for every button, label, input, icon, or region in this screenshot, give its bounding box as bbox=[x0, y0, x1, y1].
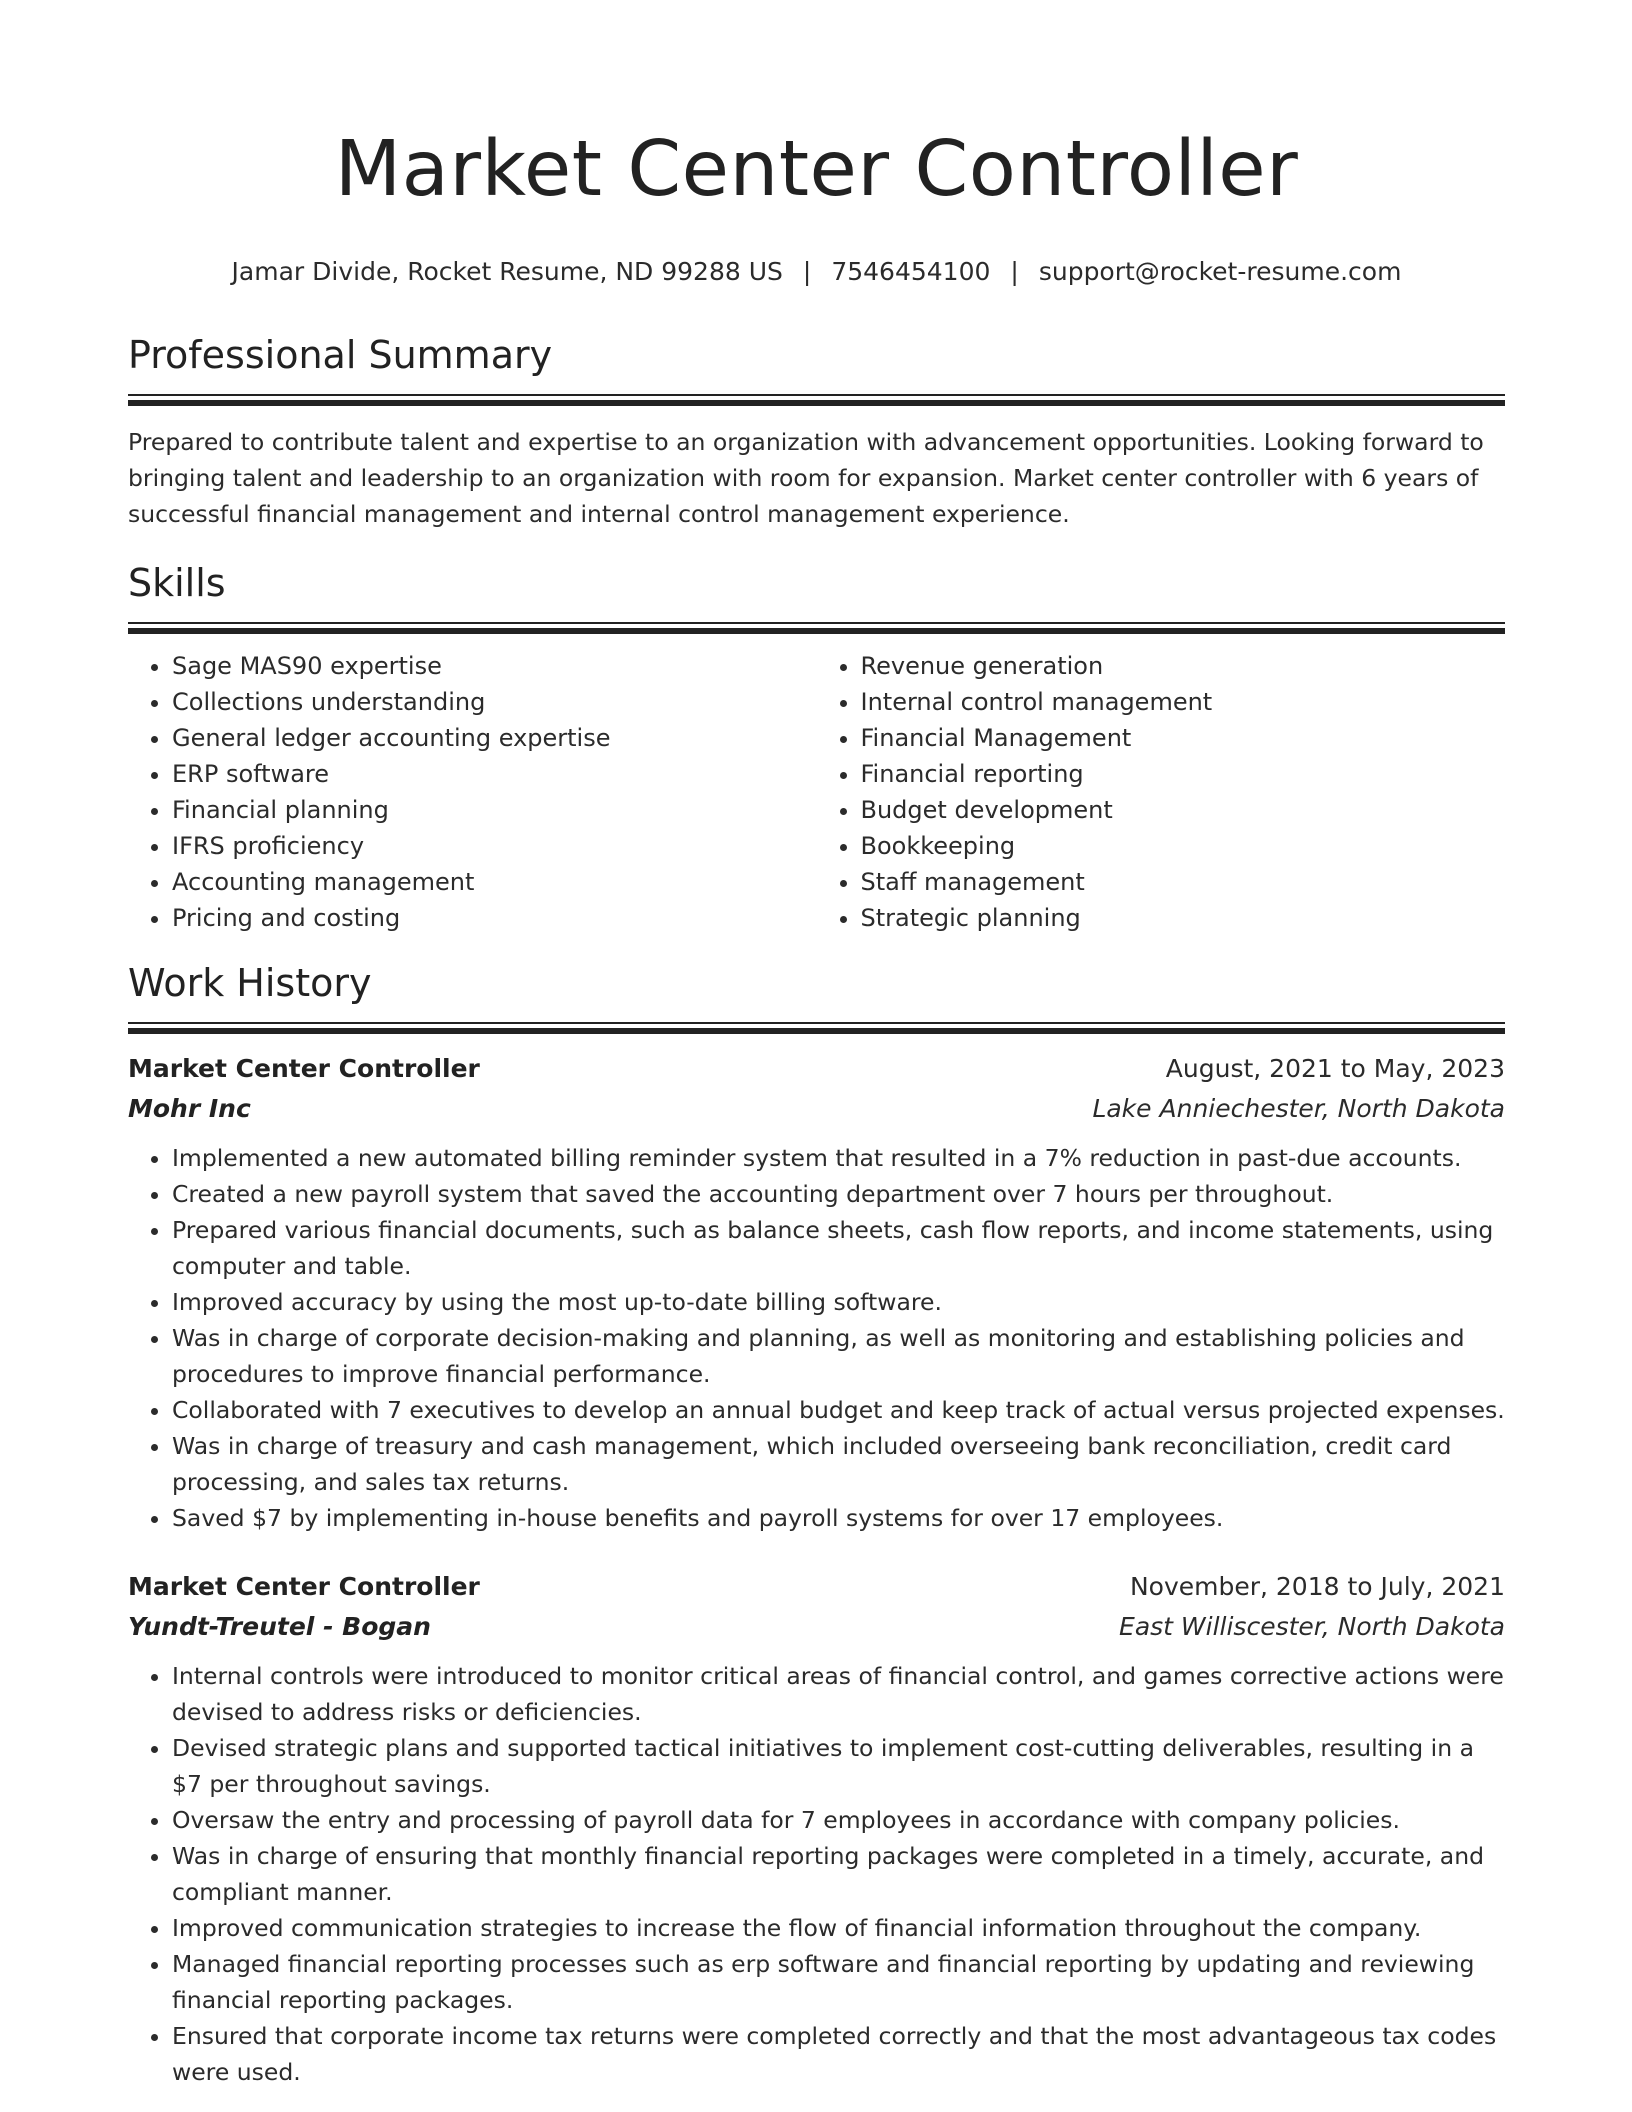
job-bullet: • Was in charge of corporate decision-making and planning, as well as monitoring and establishing policies and procedures to improve financial performance. bbox=[172, 1320, 1505, 1392]
skill-item: • Accounting management bbox=[172, 864, 817, 900]
job-bullet: • Managed financial reporting processes such as erp software and financial reporting by updating and reviewing financial reporting packages. bbox=[172, 1946, 1505, 2018]
skill-item: • Budget development bbox=[861, 792, 1506, 828]
job-bullet: • Oversaw the entry and processing of payroll data for 7 employees in accordance with company policies. bbox=[172, 1802, 1505, 1838]
job-bullet: • Implemented a new automated billing reminder system that resulted in a 7% reduction in past-due accounts. bbox=[172, 1140, 1505, 1176]
section-divider bbox=[128, 622, 1505, 634]
job-location: Lake Anniechester, North Dakota bbox=[1092, 1094, 1505, 1123]
job-title: Market Center Controller bbox=[128, 1572, 480, 1601]
skill-item: • Financial reporting bbox=[861, 756, 1506, 792]
job-entry bbox=[128, 1570, 1505, 2090]
contact-email: support@rocket-resume.com bbox=[1038, 257, 1402, 286]
job-bullet: • Collaborated with 7 executives to develop an annual budget and keep track of actual versus projected expenses. bbox=[172, 1392, 1505, 1428]
job-bullet: • Prepared various financial documents, such as balance sheets, cash flow reports, and income statements, using computer and table. bbox=[172, 1212, 1505, 1284]
job-bullet: • Created a new payroll system that saved the accounting department over 7 hours per throughout. bbox=[172, 1176, 1505, 1212]
job-bullet: • Was in charge of ensuring that monthly financial reporting packages were completed in a timely, accurate, and compliant manner. bbox=[172, 1838, 1505, 1910]
skill-item: • Financial planning bbox=[172, 792, 817, 828]
section-title-work-history: Work History bbox=[128, 961, 372, 1005]
summary-text: Prepared to contribute talent and expertise to an organization with advancement opportunities. Looking forward to bringing talent and leadership to an organization with room for expansion. Market center controller with 6 years of successful financial management and internal control management experience. bbox=[128, 428, 1484, 528]
resume-name: Market Center Controller bbox=[334, 125, 1299, 214]
job-bullet: • Devised strategic plans and supported tactical initiatives to implement cost-cutting deliverables, resulting in a $7 per throughout savings. bbox=[172, 1730, 1505, 1802]
section-divider bbox=[128, 1022, 1505, 1034]
job-bullet: • Internal controls were introduced to monitor critical areas of financial control, and games corrective actions were devised to address risks or deficiencies. bbox=[172, 1658, 1505, 1730]
job-dates: November, 2018 to July, 2021 bbox=[1129, 1572, 1505, 1601]
contact-line bbox=[128, 256, 1505, 288]
job-company: Yundt-Treutel - Bogan bbox=[128, 1612, 431, 1641]
job-location: East Williscester, North Dakota bbox=[1119, 1612, 1505, 1641]
job-bullet-list bbox=[128, 1658, 1505, 2090]
skill-item: • Internal control management bbox=[861, 684, 1506, 720]
job-bullet: • Improved accuracy by using the most up-to-date billing software. bbox=[172, 1284, 1505, 1320]
skill-item: • Bookkeeping bbox=[861, 828, 1506, 864]
job-subheader bbox=[128, 1610, 1505, 1644]
job-header bbox=[128, 1052, 1505, 1086]
skill-item: • Strategic planning bbox=[861, 900, 1506, 936]
skills-columns bbox=[128, 648, 1505, 936]
section-title-summary: Professional Summary bbox=[128, 333, 553, 377]
job-header bbox=[128, 1570, 1505, 1604]
summary-section bbox=[128, 332, 1505, 532]
job-company: Mohr Inc bbox=[128, 1094, 251, 1123]
skills-list-right bbox=[817, 648, 1506, 936]
section-title-skills: Skills bbox=[128, 561, 226, 605]
job-bullet: • Improved communication strategies to increase the flow of financial information throughout the company. bbox=[172, 1910, 1505, 1946]
contact-phone: 7546454100 bbox=[831, 257, 991, 286]
skill-item: • Sage MAS90 expertise bbox=[172, 648, 817, 684]
contact-separator: | bbox=[1010, 257, 1019, 286]
skill-item: • Pricing and costing bbox=[172, 900, 817, 936]
skill-item: • Revenue generation bbox=[861, 648, 1506, 684]
skill-item: • Staff management bbox=[861, 864, 1506, 900]
contact-separator: | bbox=[802, 257, 812, 286]
job-dates: August, 2021 to May, 2023 bbox=[1165, 1054, 1505, 1083]
contact-address: Jamar Divide, Rocket Resume, ND 99288 US bbox=[231, 257, 783, 286]
skill-item: • IFRS proficiency bbox=[172, 828, 817, 864]
skills-section bbox=[128, 560, 1505, 936]
job-bullet-list bbox=[128, 1140, 1505, 1536]
work-history-section bbox=[128, 960, 1505, 2090]
job-title: Market Center Controller bbox=[128, 1054, 480, 1083]
skill-item: • ERP software bbox=[172, 756, 817, 792]
skill-item: • Financial Management bbox=[861, 720, 1506, 756]
skill-item: • Collections understanding bbox=[172, 684, 817, 720]
section-divider bbox=[128, 394, 1505, 406]
job-bullet: • Ensured that corporate income tax returns were completed correctly and that the most advantageous tax codes were used. bbox=[172, 2018, 1505, 2090]
skill-item: • General ledger accounting expertise bbox=[172, 720, 817, 756]
skills-list-left bbox=[128, 648, 817, 936]
job-entry bbox=[128, 1052, 1505, 1536]
job-bullet: • Saved $7 by implementing in-house benefits and payroll systems for over 17 employees. bbox=[172, 1500, 1505, 1536]
job-subheader bbox=[128, 1092, 1505, 1126]
job-bullet: • Was in charge of treasury and cash management, which included overseeing bank reconciliation, credit card processing, and sales tax returns. bbox=[172, 1428, 1505, 1500]
